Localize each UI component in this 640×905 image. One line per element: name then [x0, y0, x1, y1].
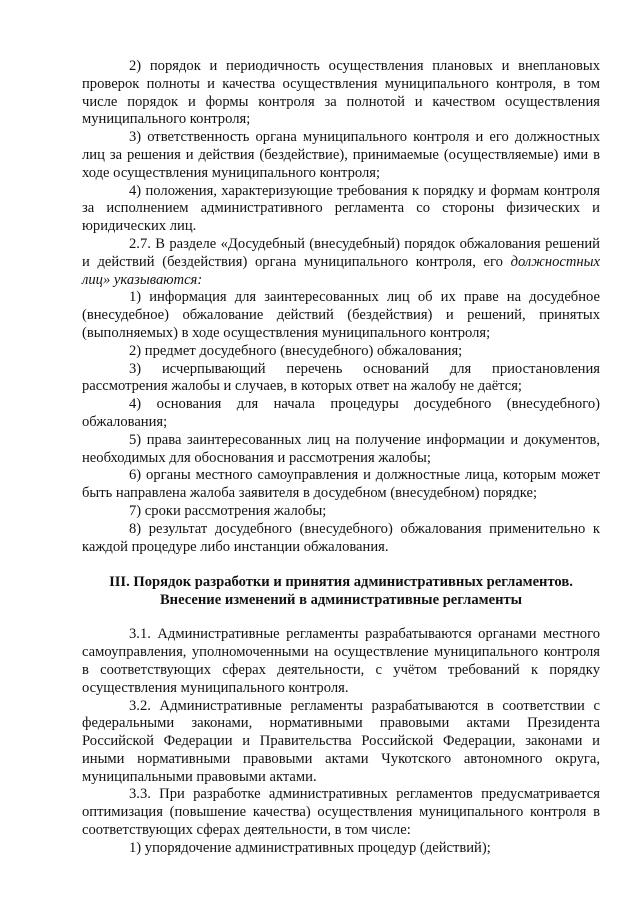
list-item: 3) ответственность органа муниципального контроля и его должностных лиц за решения и действия (бездействие), принимаемые (осуществляемые) ими в ходе осуществления муниципального контроля;	[82, 129, 600, 181]
list-item: 3) исчерпывающий перечень оснований для приостановления рассмотрения жалобы и случаев, в которых ответ на жалобу не даётся;	[82, 360, 600, 395]
list-item: 5) права заинтересованных лиц на получение информации и документов, необходимых для обоснования и рассмотрения жалобы;	[82, 431, 600, 466]
paragraph-3-2: 3.2. Административные регламенты разрабатываются в соответствии с федеральными законами, нормативными правовыми актами Президента Российской Федерации и Правительства Российской Федерации, законами и иными нормативными правовыми актами Чукотского автономного округа, муниципальными правовыми актами.	[82, 697, 600, 785]
paragraph-3-3: 3.3. При разработке административных регламентов предусматривается оптимизация (повышение качества) осуществления муниципального контроля в соответствующих сферах деятельности, в том числе:	[82, 786, 600, 839]
list-item: 1) упорядочение административных процедур (действий);	[129, 839, 491, 856]
section-3-heading-line1: III. Порядок разработки и принятия административных регламентов.	[109, 574, 573, 591]
list-item: 1) информация для заинтересованных лиц об их праве на досудебное (внесудебное) обжалование действий (бездействия) и решений, принятых (выполняемых) в ходе осуществления муниципального контроля;	[82, 289, 600, 341]
section-2-7-lead	[82, 236, 600, 289]
list-item: 4) основания для начала процедуры досудебного (внесудебного) обжалования;	[82, 396, 600, 430]
section-3-heading	[82, 573, 600, 609]
list-item: 2) предмет досудебного (внесудебного) обжалования;	[129, 342, 463, 359]
paragraph-3-1: 3.1. Административные регламенты разрабатываются органами местного самоуправления, уполномоченными на осуществление муниципального контроля в соответствующих сферах деятельности, с учётом требований к порядку осуществления муниципального контроля.	[82, 626, 600, 696]
list-item: 7) сроки рассмотрения жалобы;	[129, 502, 327, 519]
section-2-7-lead-text: 2.7. В разделе «Досудебный (внесудебный) порядок обжалования решений и действий (бездействия) органа муниципального контроля, его	[82, 235, 600, 270]
section-3-heading-line2: Внесение изменений в административные регламенты	[159, 592, 523, 609]
document-page	[82, 58, 600, 858]
list-item: 2) порядок и периодичность осуществления плановых и внеплановых проверок полноты и качества осуществления муниципального контроля, в том числе порядок и формы контроля за полнотой и качеством осуществления муниципального контроля;	[82, 58, 600, 128]
section-2-7-lead-italic: должностных лиц» указываются:	[82, 253, 600, 288]
list-item: 6) органы местного самоуправления и должностные лица, которым может быть направлена жалоба заявителя в досудебном (внесудебном) порядке;	[82, 467, 600, 502]
list-item: 8) результат досудебного (внесудебного) обжалования применительно к каждой процедуре либо инстанции обжалования.	[82, 520, 600, 555]
list-item: 4) положения, характеризующие требования к порядку и формам контроля за исполнением административного регламента со стороны физических и юридических лиц.	[82, 182, 600, 235]
